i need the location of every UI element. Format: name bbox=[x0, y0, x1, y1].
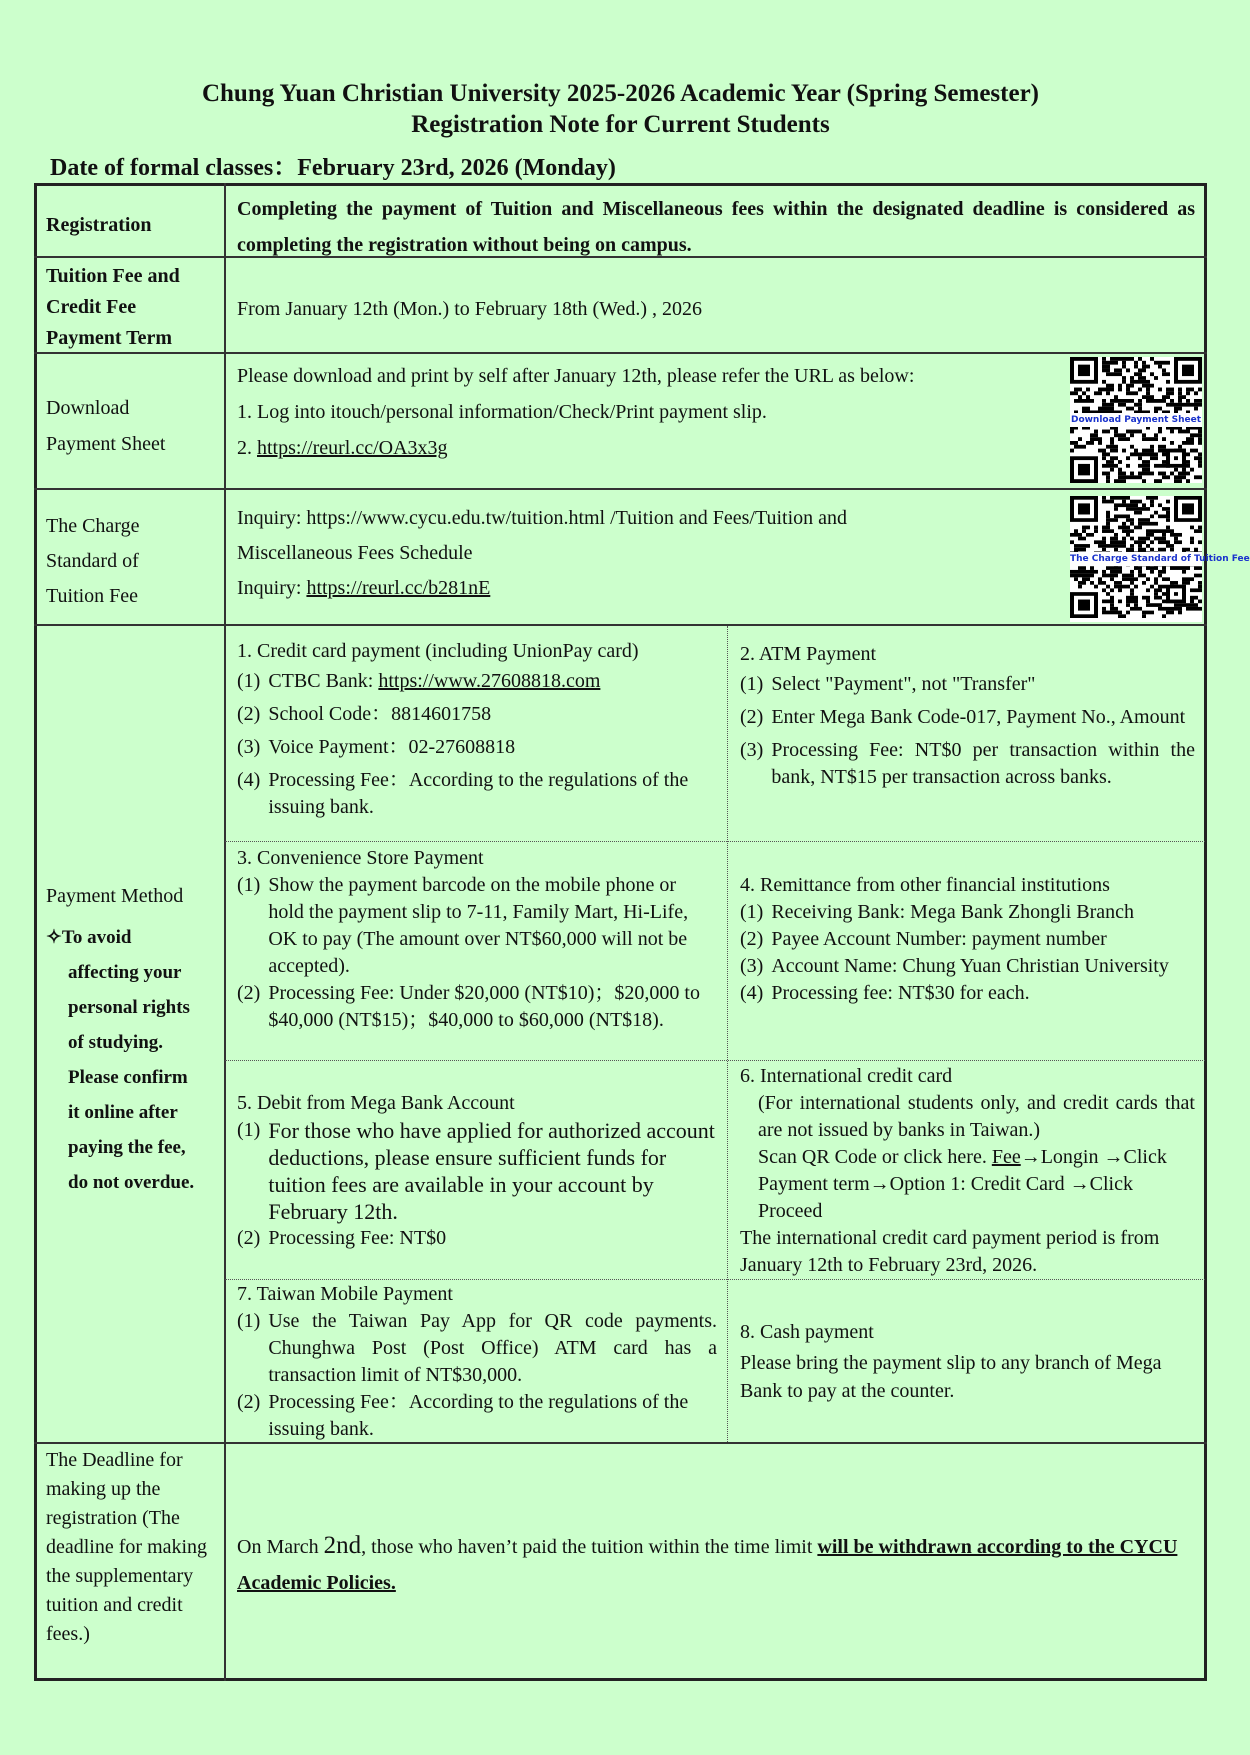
deadline-date: 2nd bbox=[323, 1532, 362, 1559]
item-number: (2) bbox=[237, 703, 261, 725]
note-line: Please confirm bbox=[68, 1067, 188, 1088]
method-taiwan-mobile bbox=[237, 1281, 717, 1443]
registration-text: Completing the payment of Tuition and Miscellaneous fees within the designated deadline is considered as completing the registration without being on campus. bbox=[237, 198, 1195, 256]
deadline-label: The Deadline for making up the registration (The deadline for making the supplementary tuition and credit fees.) bbox=[46, 1449, 208, 1645]
method-credit-card bbox=[237, 638, 705, 821]
remit-name: Account Name: Chung Yuan Christian University bbox=[771, 955, 1169, 977]
atm-fee: Processing Fee: NT$0 per transaction within the bank, NT$15 per transaction across banks. bbox=[771, 739, 1195, 788]
download-intro: Please download and print by self after January 12th, please refer the URL as below: bbox=[237, 365, 915, 387]
item-number: (4) bbox=[237, 769, 261, 791]
item-number: (4) bbox=[740, 982, 764, 1004]
note-line: affecting your bbox=[68, 962, 182, 983]
charge-line-1: Inquiry: https://www.cycu.edu.tw/tuition.html /Tuition and Fees/Tuition and bbox=[237, 507, 848, 529]
download-step-1: 1. Log into itouch/personal information/Check/Print payment slip. bbox=[237, 401, 767, 423]
charge-qr-code[interactable] bbox=[1070, 496, 1250, 622]
download-link[interactable]: https://reurl.cc/OA3x3g bbox=[257, 437, 448, 459]
item-number: (1) bbox=[237, 1310, 261, 1332]
payment-method-label: Payment Method bbox=[46, 885, 184, 907]
item-number: (3) bbox=[237, 736, 261, 758]
item-number: (2) bbox=[237, 1391, 261, 1413]
store-fee: Processing Fee: Under $20,000 (NT$10)；$20,000 to $40,000 (NT$15)；$40,000 to $60,000 (NT$18). bbox=[268, 982, 700, 1031]
download-label-line: Payment Sheet bbox=[46, 433, 166, 455]
store-step: Show the payment barcode on the mobile phone or hold the payment slip to 7-11, Family Mart, Hi-Life, OK to pay (The amount over NT$60,000 will not be accepted). bbox=[268, 874, 689, 977]
intl-scan: Scan QR Code or click here. bbox=[758, 1146, 992, 1168]
payment-grid-divider bbox=[225, 841, 1205, 842]
note-line: of studying. bbox=[68, 1032, 164, 1053]
cash-text: Please bring the payment slip to any branch of Mega Bank to pay at the counter. bbox=[740, 1352, 1162, 1402]
item-number: (1) bbox=[740, 901, 764, 923]
ctbc-link[interactable]: https://www.27608818.com bbox=[378, 670, 601, 692]
debit-step: For those who have applied for authorized account deductions, please ensure sufficient funds for tuition fees are available in your account by February 12th. bbox=[268, 1118, 715, 1224]
payment-term-label bbox=[46, 261, 221, 354]
download-step-2 bbox=[237, 430, 1057, 466]
download-qr-code[interactable] bbox=[1070, 357, 1202, 483]
atm-step: Enter Mega Bank Code-017, Payment No., Amount bbox=[771, 706, 1186, 728]
charge-label-line: Standard of bbox=[46, 550, 139, 572]
charge-label-line: The Charge bbox=[46, 515, 140, 537]
download-instructions bbox=[237, 358, 1057, 466]
method-cash bbox=[740, 1318, 1195, 1405]
download-qr-caption: Download Payment Sheet bbox=[1070, 415, 1202, 425]
item-number: (2) bbox=[740, 928, 764, 950]
payment-term-label-line: Tuition Fee and bbox=[46, 265, 180, 287]
title-line-1: Chung Yuan Christian University 2025-2026 Academic Year (Spring Semester) bbox=[201, 80, 1040, 107]
note-line: do not overdue. bbox=[68, 1172, 195, 1193]
note-line: it online after bbox=[68, 1102, 178, 1123]
intl-eligibility: (For international students only, and credit cards that are not issued by banks in Taiwan.) bbox=[758, 1092, 1195, 1141]
download-label bbox=[46, 390, 221, 462]
payment-grid-divider bbox=[225, 1060, 1205, 1061]
charge-line-3 bbox=[237, 571, 1057, 606]
payment-term-label-line: Credit Fee bbox=[46, 296, 137, 318]
document-title bbox=[0, 78, 1241, 140]
mobile-step: Use the Taiwan Pay App for QR code payments. Chunghwa Post (Post Office) ATM card has a transaction limit of NT$30,000. bbox=[268, 1310, 717, 1386]
charge-text bbox=[237, 501, 1057, 606]
item-number: (3) bbox=[740, 739, 764, 761]
payment-grid-divider bbox=[225, 1279, 1205, 1280]
payment-note bbox=[46, 920, 216, 1200]
item-number: (1) bbox=[740, 673, 764, 695]
item-number: (2) bbox=[237, 1227, 261, 1249]
charge-label-line: Tuition Fee bbox=[46, 585, 139, 607]
note-line: To avoid bbox=[61, 927, 132, 948]
download-label-line: Download bbox=[46, 397, 130, 419]
item-number: (2) bbox=[740, 706, 764, 728]
row-divider bbox=[34, 624, 1207, 626]
method-atm bbox=[740, 641, 1195, 791]
method-title: 7. Taiwan Mobile Payment bbox=[237, 1283, 453, 1305]
method-title: 6. International credit card bbox=[740, 1065, 953, 1087]
charge-qr-caption: The Charge Standard of Tuition Fee bbox=[1070, 554, 1250, 564]
column-divider bbox=[224, 183, 226, 1681]
remit-fee: Processing fee: NT$30 for each. bbox=[771, 982, 1030, 1004]
item-number: (1) bbox=[237, 1119, 261, 1141]
charge-line-2: Miscellaneous Fees Schedule bbox=[237, 542, 473, 564]
fee-link[interactable]: Fee bbox=[991, 1146, 1021, 1168]
method-title: 5. Debit from Mega Bank Account bbox=[237, 1092, 515, 1114]
method-title: 2. ATM Payment bbox=[740, 643, 877, 665]
title-line-2: Registration Note for Current Students bbox=[411, 111, 830, 138]
remit-account: Payee Account Number: payment number bbox=[771, 928, 1107, 950]
item-number: (2) bbox=[237, 982, 261, 1004]
note-line: personal rights bbox=[68, 997, 190, 1018]
item-number: (3) bbox=[740, 955, 764, 977]
school-code: School Code：8814601758 bbox=[268, 703, 492, 725]
method-remittance bbox=[740, 872, 1200, 1007]
voice-payment: Voice Payment：02-27608818 bbox=[268, 736, 516, 758]
payment-grid-divider bbox=[727, 626, 728, 1442]
intl-flow: →Longin →Click Payment term→Option 1: Credit Card →Click Proceed bbox=[758, 1146, 1167, 1222]
registration-label: Registration bbox=[46, 214, 152, 236]
note-line: paying the fee, bbox=[68, 1137, 186, 1158]
intl-steps bbox=[740, 1144, 1195, 1225]
download-step-2-number: 2. bbox=[237, 437, 257, 459]
remit-bank: Receiving Bank: Mega Bank Zhongli Branch bbox=[771, 901, 1135, 923]
intl-period: The international credit card payment period is from January 12th to February 23rd, 2026. bbox=[740, 1227, 1160, 1276]
method-international-card bbox=[740, 1063, 1195, 1279]
mobile-fee: Processing Fee：According to the regulations of the issuing bank. bbox=[268, 1391, 689, 1440]
method-mega-debit bbox=[237, 1090, 717, 1252]
row-divider bbox=[34, 488, 1207, 490]
payment-term-text: From January 12th (Mon.) to February 18th (Wed.) , 2026 bbox=[237, 298, 702, 320]
debit-fee: Processing Fee: NT$0 bbox=[268, 1227, 447, 1249]
charge-label bbox=[46, 509, 221, 614]
item-number: (1) bbox=[237, 670, 261, 692]
note-star-icon: ✧ bbox=[46, 927, 62, 948]
charge-inquiry-prefix: Inquiry: bbox=[237, 577, 307, 599]
deadline-prefix: On March bbox=[237, 1536, 324, 1558]
payment-term-label-line: Payment Term bbox=[46, 327, 173, 349]
ctbc-prefix: CTBC Bank: bbox=[268, 670, 379, 692]
deadline-policy: will be withdrawn according to the CYCU Academic Policies. bbox=[237, 1536, 1178, 1594]
deadline-mid: , those who haven’t paid the tuition within the time limit bbox=[361, 1536, 818, 1558]
item-number: (1) bbox=[237, 874, 261, 896]
method-title: 8. Cash payment bbox=[740, 1321, 874, 1343]
deadline-text bbox=[237, 1528, 1197, 1601]
method-title: 1. Credit card payment (including UnionPay card) bbox=[237, 640, 639, 662]
charge-link[interactable]: https://reurl.cc/b281nE bbox=[306, 577, 491, 599]
atm-step: Select "Payment", not "Transfer" bbox=[771, 673, 1036, 695]
method-convenience-store bbox=[237, 845, 707, 1034]
method-title: 3. Convenience Store Payment bbox=[237, 847, 484, 869]
method-title: 4. Remittance from other financial institutions bbox=[740, 874, 1110, 896]
class-date: Date of formal classes：February 23rd, 2026 (Monday) bbox=[50, 155, 616, 181]
processing-fee: Processing Fee：According to the regulations of the issuing bank. bbox=[268, 769, 689, 818]
